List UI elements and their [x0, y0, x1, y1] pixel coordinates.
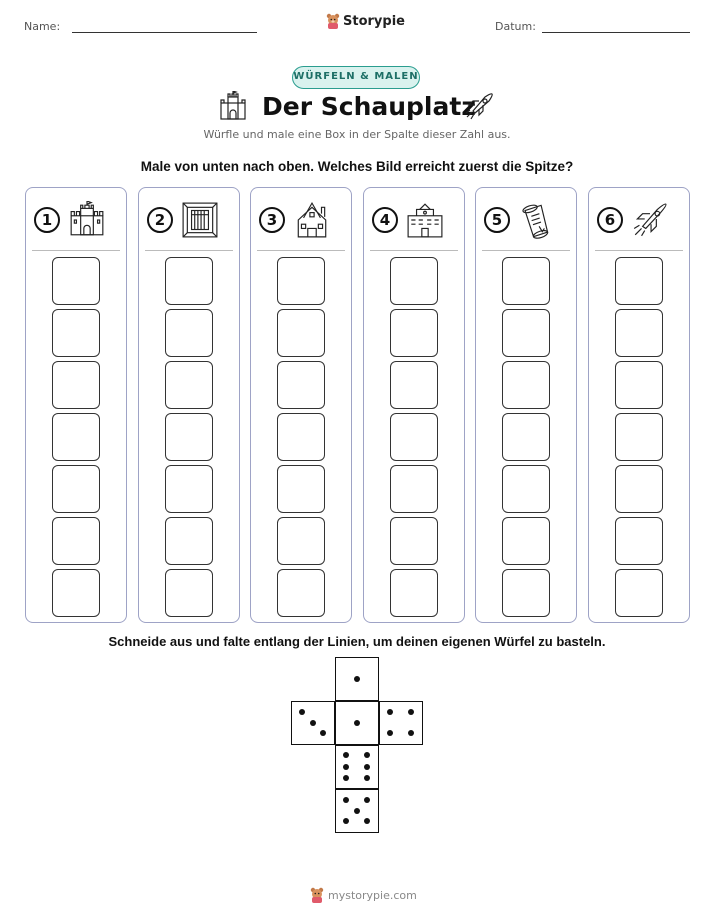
rocket-title-icon [463, 91, 495, 121]
column-2 [138, 187, 240, 623]
color-box[interactable] [277, 569, 325, 617]
dice-pip [408, 730, 414, 736]
dice-pip [343, 775, 349, 781]
color-box[interactable] [165, 517, 213, 565]
color-box[interactable] [277, 361, 325, 409]
column-header [259, 200, 343, 240]
column-header [147, 200, 231, 240]
dice-pip [343, 818, 349, 824]
column-divider [32, 250, 120, 251]
color-box[interactable] [502, 361, 550, 409]
column-header [372, 200, 456, 240]
color-box[interactable] [502, 517, 550, 565]
dice-face [335, 789, 379, 833]
haunted-house-icon [293, 201, 331, 239]
cut-instruction: Schneide aus und falte entlang der Linien, um deinen eigenen Würfel zu basteln. [108, 634, 606, 649]
dice-pip [408, 709, 414, 715]
castle-icon [68, 201, 106, 239]
color-box[interactable] [390, 517, 438, 565]
color-box[interactable] [52, 569, 100, 617]
color-box[interactable] [390, 413, 438, 461]
dice-pip [364, 797, 370, 803]
dice-pip [343, 764, 349, 770]
dice-pip [387, 709, 393, 715]
color-box[interactable] [165, 309, 213, 357]
dice-face [335, 745, 379, 789]
prison-cell-icon [181, 201, 219, 239]
color-box[interactable] [277, 309, 325, 357]
dice-face [379, 701, 423, 745]
instruction: Male von unten nach oben. Welches Bild erreicht zuerst die Spitze? [140, 159, 574, 174]
bear-icon [326, 13, 340, 29]
color-box[interactable] [502, 569, 550, 617]
column-header [34, 200, 118, 240]
column-3 [250, 187, 352, 623]
dice-pip [354, 720, 360, 726]
rocket-icon [631, 201, 669, 239]
column-divider [595, 250, 683, 251]
color-box[interactable] [390, 465, 438, 513]
column-number: 2 [147, 207, 173, 233]
footer-url[interactable]: mystorypie.com [328, 888, 417, 902]
dice-pip [354, 676, 360, 682]
footer [310, 887, 417, 903]
name-line[interactable] [72, 32, 257, 33]
color-box[interactable] [52, 257, 100, 305]
color-box[interactable] [502, 309, 550, 357]
color-box[interactable] [615, 257, 663, 305]
color-box[interactable] [52, 517, 100, 565]
color-box[interactable] [165, 465, 213, 513]
dice-pip [299, 709, 305, 715]
color-box[interactable] [165, 413, 213, 461]
dice-pip [364, 775, 370, 781]
color-box[interactable] [502, 413, 550, 461]
school-building-icon [406, 201, 444, 239]
dice-face [335, 701, 379, 745]
dice-pip [310, 720, 316, 726]
column-divider [145, 250, 233, 251]
color-box[interactable] [277, 257, 325, 305]
brand-name: Storypie [343, 13, 405, 29]
dice-face [291, 701, 335, 745]
dice-pip [343, 752, 349, 758]
bear-icon [310, 887, 324, 903]
color-box[interactable] [502, 257, 550, 305]
dice-pip [364, 764, 370, 770]
column-divider [482, 250, 570, 251]
column-divider [257, 250, 345, 251]
color-box[interactable] [52, 465, 100, 513]
color-box[interactable] [52, 413, 100, 461]
column-number: 3 [259, 207, 285, 233]
color-box[interactable] [615, 413, 663, 461]
column-1 [25, 187, 127, 623]
storypie-logo [326, 13, 405, 29]
dice-pip [364, 818, 370, 824]
subtitle: Würfle und male eine Box in der Spalte dieser Zahl aus. [203, 128, 511, 141]
date-label: Datum: [495, 20, 536, 33]
name-label: Name: [24, 20, 61, 33]
column-number: 6 [597, 207, 623, 233]
color-box[interactable] [502, 465, 550, 513]
color-box[interactable] [390, 569, 438, 617]
column-number: 5 [484, 207, 510, 233]
color-box[interactable] [390, 257, 438, 305]
dice-pip [343, 797, 349, 803]
date-line[interactable] [542, 32, 690, 33]
column-6 [588, 187, 690, 623]
color-box[interactable] [615, 361, 663, 409]
color-box[interactable] [615, 517, 663, 565]
color-box[interactable] [390, 309, 438, 357]
color-box[interactable] [165, 361, 213, 409]
color-box[interactable] [165, 257, 213, 305]
dice-pip [354, 808, 360, 814]
column-number: 1 [34, 207, 60, 233]
column-header [484, 200, 568, 240]
color-box[interactable] [52, 309, 100, 357]
page-title: Der Schauplatz [262, 92, 476, 121]
color-box[interactable] [165, 569, 213, 617]
column-4 [363, 187, 465, 623]
column-header [597, 200, 681, 240]
color-box[interactable] [52, 361, 100, 409]
column-5 [475, 187, 577, 623]
color-box[interactable] [277, 413, 325, 461]
dice-pip [320, 730, 326, 736]
color-box[interactable] [390, 361, 438, 409]
column-number: 4 [372, 207, 398, 233]
castle-title-icon [218, 91, 248, 121]
dice-pip [387, 730, 393, 736]
scroll-icon [518, 201, 556, 239]
color-box[interactable] [615, 309, 663, 357]
color-box[interactable] [615, 569, 663, 617]
dice-face [335, 657, 379, 701]
category-badge: WÜRFELN & MALEN [292, 66, 420, 89]
color-box[interactable] [277, 517, 325, 565]
color-box[interactable] [615, 465, 663, 513]
dice-pip [364, 752, 370, 758]
column-divider [370, 250, 458, 251]
color-box[interactable] [277, 465, 325, 513]
